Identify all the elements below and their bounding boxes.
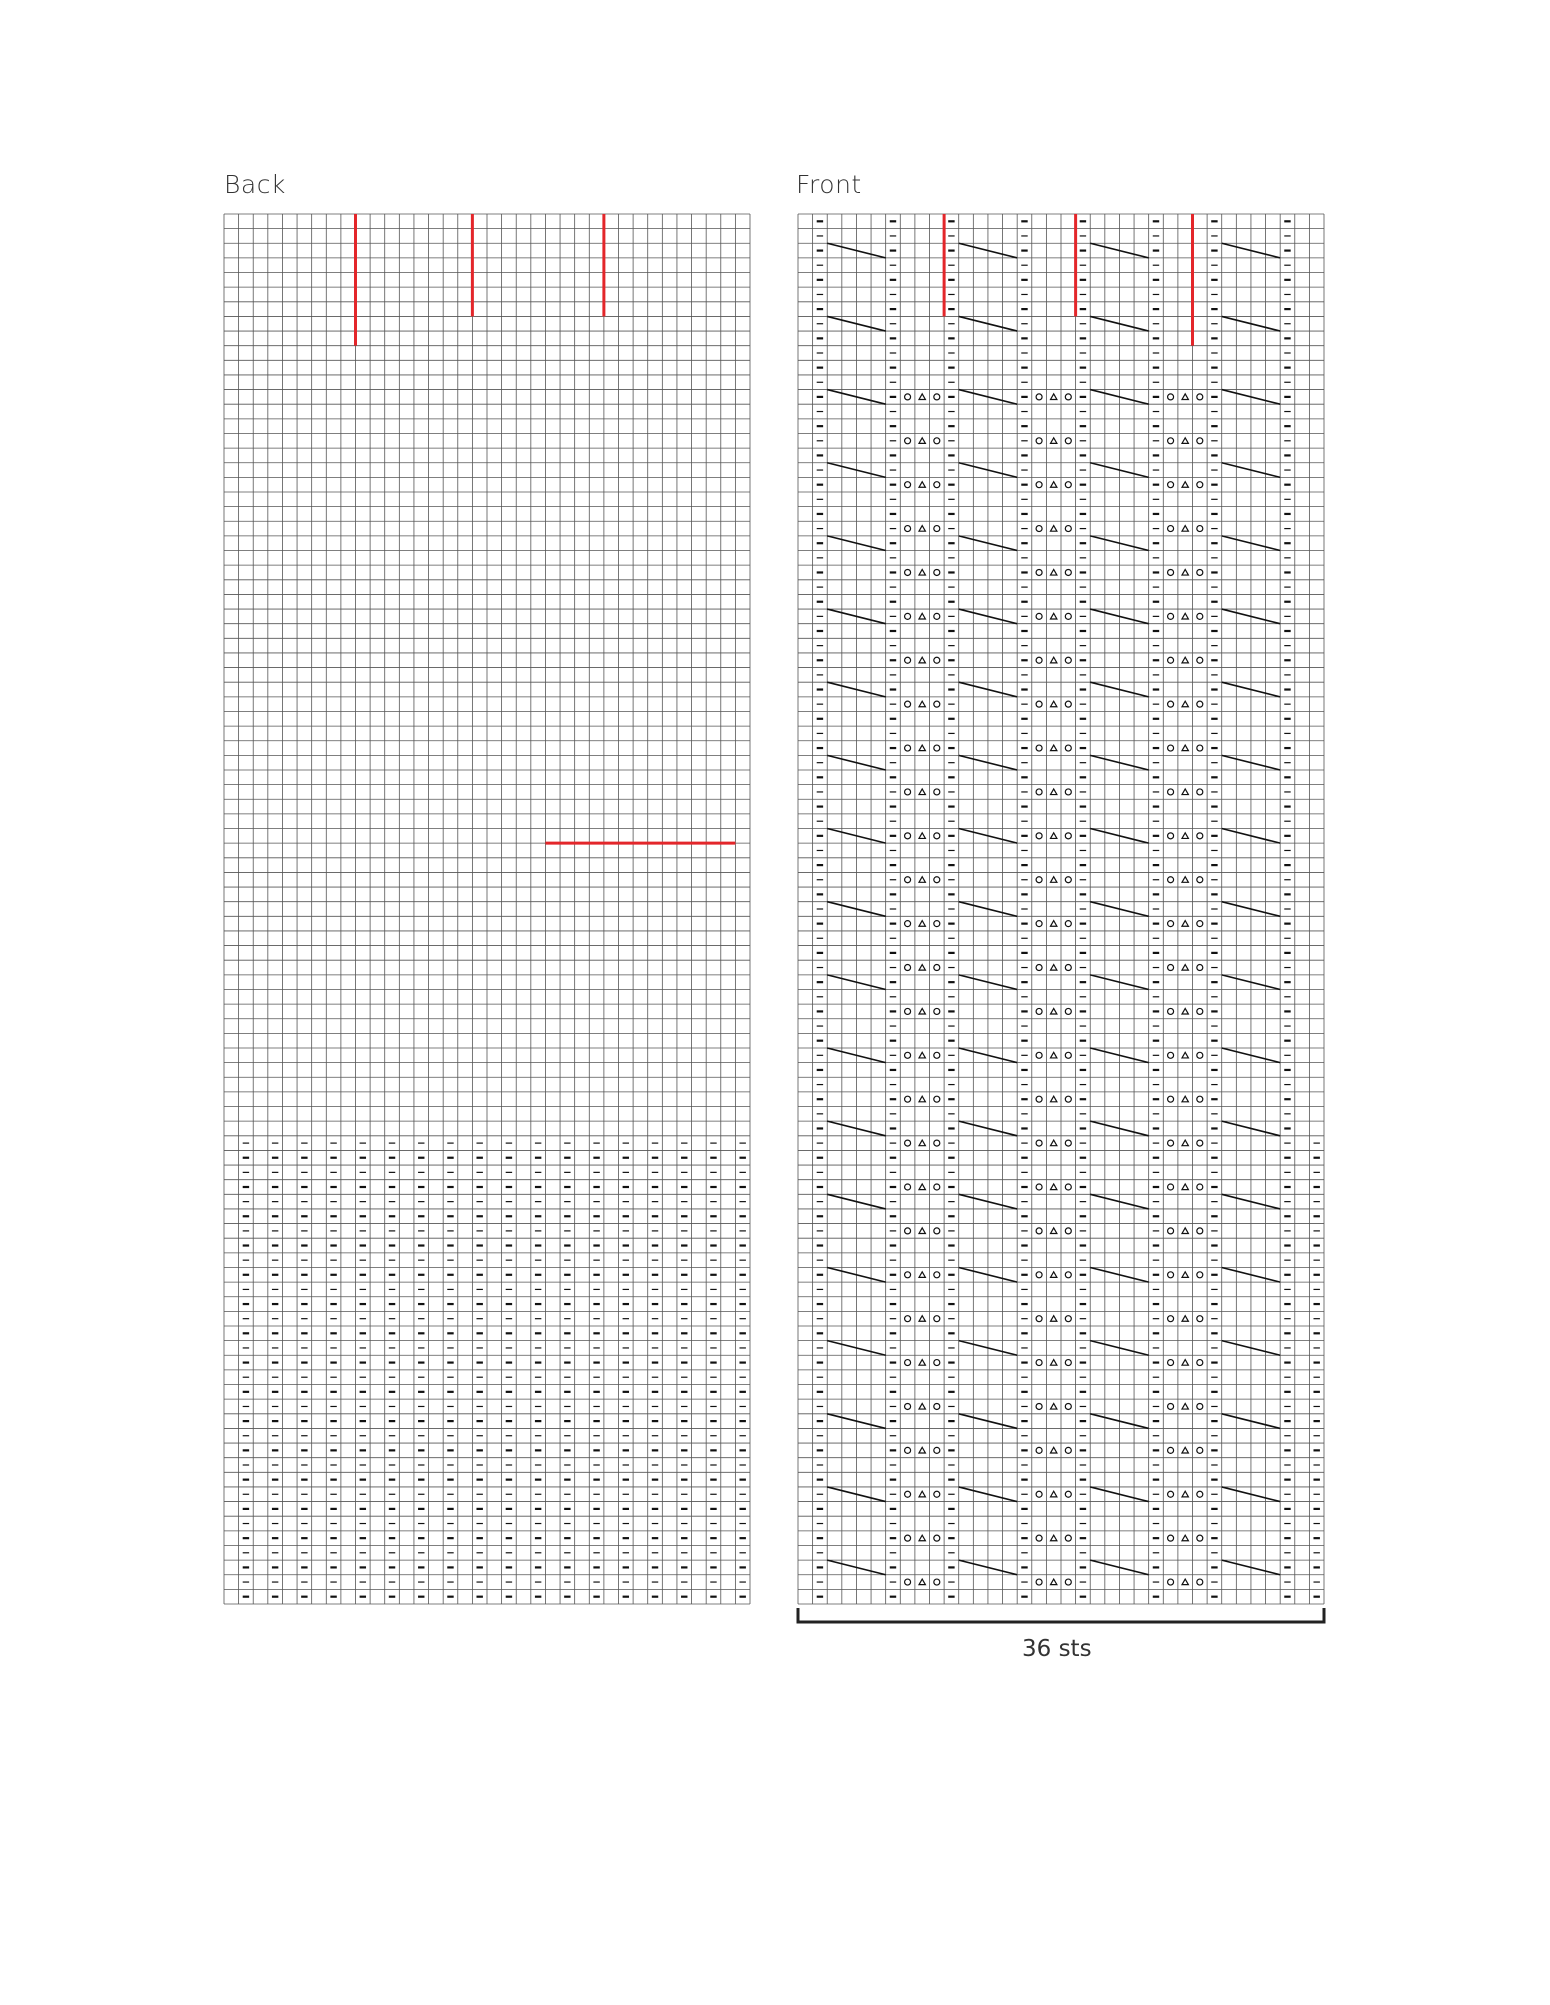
yarn-over-icon: [905, 438, 911, 444]
yarn-over-icon: [1168, 789, 1174, 795]
decrease-triangle-icon: [919, 1228, 925, 1234]
yarn-over-icon: [1197, 965, 1203, 971]
yarn-over-icon: [934, 1052, 940, 1058]
yarn-over-icon: [1065, 657, 1071, 663]
decrease-triangle-icon: [919, 833, 925, 839]
yarn-over-icon: [1036, 1316, 1042, 1322]
decrease-triangle-icon: [919, 1140, 925, 1146]
yarn-over-icon: [1036, 1140, 1042, 1146]
yarn-over-icon: [1197, 1579, 1203, 1585]
decrease-triangle-icon: [1182, 965, 1188, 971]
decrease-triangle-icon: [919, 613, 925, 619]
yarn-over-icon: [1065, 965, 1071, 971]
decrease-triangle-icon: [1050, 701, 1056, 707]
decrease-triangle-icon: [1050, 877, 1056, 883]
yarn-over-icon: [1197, 569, 1203, 575]
yarn-over-icon: [1036, 921, 1042, 927]
yarn-over-icon: [1036, 438, 1042, 444]
yarn-over-icon: [1036, 482, 1042, 488]
yarn-over-icon: [1065, 526, 1071, 532]
yarn-over-icon: [905, 1228, 911, 1234]
yarn-over-icon: [1197, 1447, 1203, 1453]
yarn-over-icon: [1065, 1008, 1071, 1014]
yarn-over-icon: [905, 482, 911, 488]
yarn-over-icon: [905, 745, 911, 751]
yarn-over-icon: [1197, 1228, 1203, 1234]
yarn-over-icon: [934, 394, 940, 400]
yarn-over-icon: [1168, 833, 1174, 839]
decrease-triangle-icon: [1182, 1360, 1188, 1366]
yarn-over-icon: [1168, 1360, 1174, 1366]
decrease-triangle-icon: [1182, 438, 1188, 444]
decrease-triangle-icon: [1182, 1008, 1188, 1014]
yarn-over-icon: [1197, 657, 1203, 663]
yarn-over-icon: [1168, 1316, 1174, 1322]
yarn-over-icon: [1036, 613, 1042, 619]
decrease-triangle-icon: [1050, 1403, 1056, 1409]
yarn-over-icon: [1036, 701, 1042, 707]
decrease-triangle-icon: [1182, 613, 1188, 619]
yarn-over-icon: [1065, 438, 1071, 444]
decrease-triangle-icon: [919, 1316, 925, 1322]
yarn-over-icon: [905, 1052, 911, 1058]
decrease-triangle-icon: [1182, 1403, 1188, 1409]
decrease-triangle-icon: [919, 1447, 925, 1453]
yarn-over-icon: [905, 1140, 911, 1146]
decrease-triangle-icon: [919, 701, 925, 707]
decrease-triangle-icon: [1050, 1579, 1056, 1585]
yarn-over-icon: [1168, 526, 1174, 532]
yarn-over-icon: [1168, 613, 1174, 619]
decrease-triangle-icon: [1182, 833, 1188, 839]
decrease-triangle-icon: [1182, 1447, 1188, 1453]
yarn-over-icon: [1197, 1316, 1203, 1322]
yarn-over-icon: [1065, 569, 1071, 575]
yarn-over-icon: [1197, 1096, 1203, 1102]
yarn-over-icon: [934, 1579, 940, 1585]
yarn-over-icon: [1168, 657, 1174, 663]
yarn-over-icon: [1065, 789, 1071, 795]
yarn-over-icon: [905, 1184, 911, 1190]
yarn-over-icon: [905, 1316, 911, 1322]
yarn-over-icon: [934, 1535, 940, 1541]
yarn-over-icon: [1036, 394, 1042, 400]
yarn-over-icon: [1197, 745, 1203, 751]
yarn-over-icon: [934, 482, 940, 488]
yarn-over-icon: [934, 569, 940, 575]
decrease-triangle-icon: [1050, 1272, 1056, 1278]
decrease-triangle-icon: [1050, 745, 1056, 751]
yarn-over-icon: [1197, 438, 1203, 444]
yarn-over-icon: [1036, 1184, 1042, 1190]
decrease-triangle-icon: [1050, 1008, 1056, 1014]
yarn-over-icon: [1168, 1491, 1174, 1497]
yarn-over-icon: [1168, 569, 1174, 575]
yarn-over-icon: [1065, 1360, 1071, 1366]
decrease-triangle-icon: [919, 1403, 925, 1409]
yarn-over-icon: [1197, 526, 1203, 532]
yarn-over-icon: [1036, 877, 1042, 883]
grid-line-path: [798, 214, 1324, 1604]
decrease-triangle-icon: [1182, 526, 1188, 532]
decrease-triangle-icon: [1050, 1535, 1056, 1541]
decrease-triangle-icon: [1050, 1228, 1056, 1234]
decrease-triangle-icon: [919, 1096, 925, 1102]
yarn-over-icon: [1065, 1579, 1071, 1585]
yarn-over-icon: [1168, 1403, 1174, 1409]
yarn-over-icon: [1065, 921, 1071, 927]
decrease-triangle-icon: [1050, 789, 1056, 795]
yarn-over-icon: [1065, 1184, 1071, 1190]
yarn-over-icon: [1197, 877, 1203, 883]
yarn-over-icon: [905, 657, 911, 663]
yarn-over-icon: [934, 1096, 940, 1102]
decrease-triangle-icon: [919, 921, 925, 927]
yarn-over-icon: [1197, 1052, 1203, 1058]
decrease-triangle-icon: [1050, 1316, 1056, 1322]
yarn-over-icon: [1036, 789, 1042, 795]
yarn-over-icon: [905, 1096, 911, 1102]
yarn-over-icon: [1036, 1008, 1042, 1014]
yarn-over-icon: [934, 526, 940, 532]
decrease-triangle-icon: [919, 394, 925, 400]
yarn-over-icon: [1197, 833, 1203, 839]
decrease-triangle-icon: [1182, 1228, 1188, 1234]
yarn-over-icon: [934, 657, 940, 663]
yarn-over-icon: [1065, 1447, 1071, 1453]
decrease-triangle-icon: [1182, 1096, 1188, 1102]
yarn-over-icon: [934, 789, 940, 795]
yarn-over-icon: [1168, 1272, 1174, 1278]
yarn-over-icon: [1065, 1403, 1071, 1409]
decrease-triangle-icon: [1050, 569, 1056, 575]
decrease-triangle-icon: [919, 438, 925, 444]
yarn-over-icon: [1036, 1272, 1042, 1278]
yarn-over-icon: [905, 1535, 911, 1541]
yarn-over-icon: [934, 833, 940, 839]
yarn-over-icon: [934, 745, 940, 751]
yarn-over-icon: [905, 921, 911, 927]
yarn-over-icon: [1065, 1491, 1071, 1497]
yarn-over-icon: [1168, 1579, 1174, 1585]
yarn-over-icon: [1197, 1360, 1203, 1366]
yarn-over-icon: [934, 1316, 940, 1322]
yarn-over-icon: [1168, 482, 1174, 488]
grid-lines: [798, 214, 1324, 1604]
yarn-over-icon: [1197, 613, 1203, 619]
yarn-over-icon: [1168, 1228, 1174, 1234]
decrease-triangle-icon: [1182, 1140, 1188, 1146]
decrease-triangle-icon: [1050, 1052, 1056, 1058]
yarn-over-icon: [1065, 1272, 1071, 1278]
back-chart-title: Back: [224, 170, 286, 199]
grid-line-path: [224, 214, 750, 1604]
yarn-over-icon: [1197, 701, 1203, 707]
decrease-triangle-icon: [919, 482, 925, 488]
yarn-over-icon: [905, 1491, 911, 1497]
yarn-over-icon: [1168, 438, 1174, 444]
yarn-over-icon: [1168, 1052, 1174, 1058]
yarn-over-icon: [934, 877, 940, 883]
decrease-triangle-icon: [1050, 833, 1056, 839]
decrease-triangle-icon: [1050, 965, 1056, 971]
yarn-over-icon: [905, 613, 911, 619]
decrease-triangle-icon: [1182, 745, 1188, 751]
decrease-triangle-icon: [1050, 1491, 1056, 1497]
decrease-triangle-icon: [919, 1008, 925, 1014]
yarn-over-icon: [905, 701, 911, 707]
yarn-over-icon: [1036, 1052, 1042, 1058]
yarn-over-icon: [1036, 745, 1042, 751]
decrease-triangle-icon: [919, 1184, 925, 1190]
yarn-over-icon: [934, 1491, 940, 1497]
decrease-triangle-icon: [919, 569, 925, 575]
yarn-over-icon: [905, 394, 911, 400]
yarn-over-icon: [1036, 965, 1042, 971]
decrease-triangle-icon: [1050, 1447, 1056, 1453]
decrease-triangle-icon: [919, 789, 925, 795]
yarn-over-icon: [1197, 789, 1203, 795]
yarn-over-icon: [1036, 1447, 1042, 1453]
yarn-over-icon: [1168, 1184, 1174, 1190]
decrease-triangle-icon: [1050, 526, 1056, 532]
yarn-over-icon: [905, 1403, 911, 1409]
decrease-triangle-icon: [919, 1360, 925, 1366]
decrease-triangle-icon: [1050, 1140, 1056, 1146]
yarn-over-icon: [934, 965, 940, 971]
decrease-triangle-icon: [1050, 438, 1056, 444]
yarn-over-icon: [905, 789, 911, 795]
yarn-over-icon: [1036, 1360, 1042, 1366]
yarn-over-icon: [934, 1360, 940, 1366]
yarn-over-icon: [905, 1272, 911, 1278]
yarn-over-icon: [1168, 921, 1174, 927]
yarn-over-icon: [1065, 1535, 1071, 1541]
yarn-over-icon: [1065, 745, 1071, 751]
yarn-over-icon: [1065, 877, 1071, 883]
decrease-triangle-icon: [919, 877, 925, 883]
yarn-over-icon: [1036, 833, 1042, 839]
yarn-over-icon: [1168, 965, 1174, 971]
decrease-triangle-icon: [919, 965, 925, 971]
decrease-triangle-icon: [919, 1052, 925, 1058]
yarn-over-icon: [1036, 1228, 1042, 1234]
yarn-over-icon: [1197, 1535, 1203, 1541]
decrease-triangle-icon: [1182, 701, 1188, 707]
yarn-over-icon: [1065, 482, 1071, 488]
yarn-over-icon: [1065, 1228, 1071, 1234]
yarn-over-icon: [934, 1403, 940, 1409]
decrease-triangle-icon: [919, 745, 925, 751]
yarn-over-icon: [934, 613, 940, 619]
front-chart-grid: [798, 214, 1324, 1604]
yarn-over-icon: [1168, 394, 1174, 400]
decrease-triangle-icon: [1182, 789, 1188, 795]
stitch-count-label: 36 sts: [1022, 1636, 1092, 1662]
back-chart-grid: [224, 214, 750, 1604]
decrease-triangle-icon: [1050, 1096, 1056, 1102]
yarn-over-icon: [905, 526, 911, 532]
yarn-over-icon: [1036, 657, 1042, 663]
yarn-over-icon: [1197, 1184, 1203, 1190]
decrease-triangle-icon: [1182, 1491, 1188, 1497]
yarn-over-icon: [1168, 1447, 1174, 1453]
yarn-over-icon: [1065, 833, 1071, 839]
yarn-over-icon: [934, 1447, 940, 1453]
decrease-triangle-icon: [919, 1272, 925, 1278]
decrease-triangle-icon: [1182, 394, 1188, 400]
front-chart-title: Front: [796, 170, 862, 199]
yarn-over-icon: [1065, 1140, 1071, 1146]
decrease-triangle-icon: [919, 1491, 925, 1497]
decrease-triangle-icon: [1182, 877, 1188, 883]
decrease-triangle-icon: [1182, 482, 1188, 488]
decrease-triangle-icon: [1050, 921, 1056, 927]
decrease-triangle-icon: [1182, 1316, 1188, 1322]
decrease-triangle-icon: [1182, 1184, 1188, 1190]
yarn-over-icon: [1168, 877, 1174, 883]
yarn-over-icon: [905, 1008, 911, 1014]
decrease-triangle-icon: [1182, 921, 1188, 927]
yarn-over-icon: [934, 438, 940, 444]
yarn-over-icon: [934, 1184, 940, 1190]
yarn-over-icon: [1065, 1316, 1071, 1322]
yarn-over-icon: [934, 921, 940, 927]
decrease-triangle-icon: [1182, 1272, 1188, 1278]
yarn-over-icon: [934, 1008, 940, 1014]
yarn-over-icon: [1036, 1579, 1042, 1585]
yarn-over-icon: [1036, 526, 1042, 532]
yarn-over-icon: [1197, 1140, 1203, 1146]
yarn-over-icon: [1065, 394, 1071, 400]
decrease-triangle-icon: [1182, 657, 1188, 663]
yarn-over-icon: [905, 833, 911, 839]
yarn-over-icon: [934, 701, 940, 707]
yarn-over-icon: [1036, 1403, 1042, 1409]
front-purl-symbols: [817, 221, 1320, 1596]
yarn-over-icon: [1197, 1008, 1203, 1014]
decrease-triangle-icon: [919, 657, 925, 663]
yarn-over-icon: [1197, 921, 1203, 927]
decrease-triangle-icon: [1182, 1535, 1188, 1541]
yarn-over-icon: [905, 1579, 911, 1585]
decrease-triangle-icon: [1050, 1360, 1056, 1366]
yarn-over-icon: [1168, 1096, 1174, 1102]
decrease-triangle-icon: [1050, 657, 1056, 663]
yarn-over-icon: [905, 1360, 911, 1366]
stitch-count-bracket: [796, 1606, 1328, 1628]
yarn-over-icon: [934, 1228, 940, 1234]
yarn-over-icon: [905, 965, 911, 971]
yarn-over-icon: [1168, 1008, 1174, 1014]
yarn-over-icon: [934, 1140, 940, 1146]
yarn-over-icon: [1197, 1272, 1203, 1278]
yarn-over-icon: [1168, 701, 1174, 707]
yarn-over-icon: [1168, 745, 1174, 751]
yarn-over-icon: [905, 569, 911, 575]
yarn-over-icon: [1168, 1535, 1174, 1541]
yarn-over-icon: [1197, 394, 1203, 400]
yarn-over-icon: [1197, 1403, 1203, 1409]
decrease-triangle-icon: [1050, 1184, 1056, 1190]
yarn-over-icon: [1197, 1491, 1203, 1497]
decrease-triangle-icon: [1050, 613, 1056, 619]
yarn-over-icon: [905, 1447, 911, 1453]
grid-lines: [224, 214, 750, 1604]
yarn-over-icon: [1036, 569, 1042, 575]
yarn-over-icon: [1197, 482, 1203, 488]
yarn-over-icon: [1036, 1491, 1042, 1497]
decrease-triangle-icon: [919, 526, 925, 532]
decrease-triangle-icon: [1050, 482, 1056, 488]
decrease-triangle-icon: [1050, 394, 1056, 400]
yarn-over-icon: [934, 1272, 940, 1278]
yarn-over-icon: [1065, 1096, 1071, 1102]
yarn-over-icon: [1036, 1096, 1042, 1102]
yarn-over-icon: [905, 877, 911, 883]
yarn-over-icon: [1065, 613, 1071, 619]
decrease-triangle-icon: [919, 1579, 925, 1585]
yarn-over-icon: [1036, 1535, 1042, 1541]
decrease-triangle-icon: [1182, 1052, 1188, 1058]
decrease-triangle-icon: [1182, 1579, 1188, 1585]
decrease-triangle-icon: [1182, 569, 1188, 575]
yarn-over-icon: [1065, 701, 1071, 707]
yarn-over-icon: [1168, 1140, 1174, 1146]
decrease-triangle-icon: [919, 1535, 925, 1541]
yarn-over-icon: [1065, 1052, 1071, 1058]
